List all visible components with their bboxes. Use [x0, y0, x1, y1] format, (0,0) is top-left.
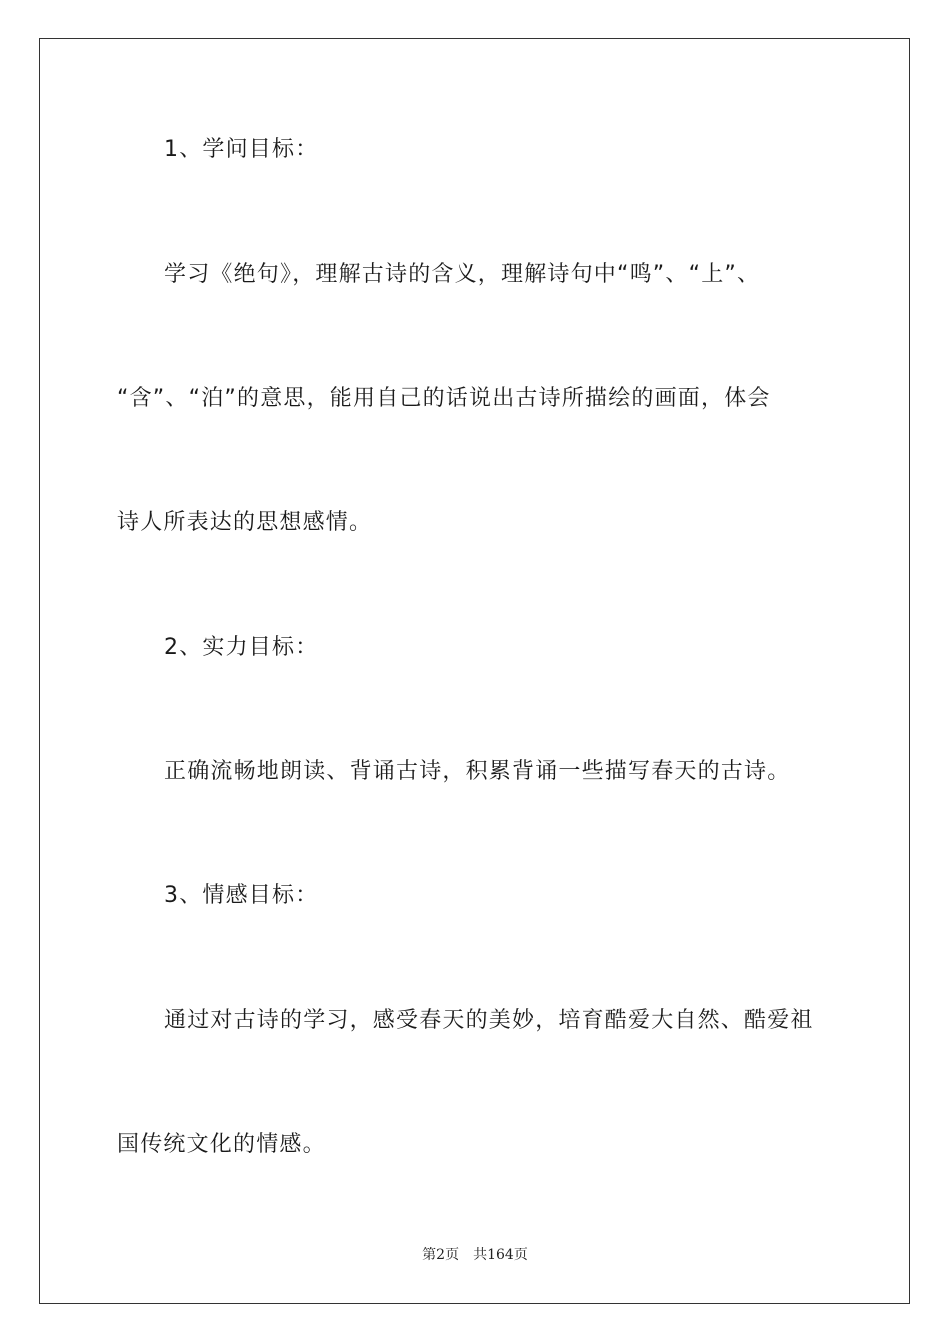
- paragraph-line: 通过对古诗的学习，感受春天的美妙，培育酷爱大自然、酷爱祖: [164, 1008, 814, 1033]
- heading-ability-goal: 2、实力目标：: [164, 635, 319, 660]
- paragraph-line: 正确流畅地朗读、背诵古诗，积累背诵一些描写春天的古诗。: [164, 759, 791, 784]
- heading-emotion-goal: 3、情感目标：: [164, 883, 319, 908]
- paragraph-line: 学习《绝句》，理解古诗的含义，理解诗句中“鸣”、“上”、: [164, 262, 761, 287]
- page-border: [39, 38, 910, 1304]
- paragraph-line: 诗人所表达的思想感情。: [117, 510, 373, 535]
- paragraph-line: 国传统文化的情感。: [117, 1132, 326, 1157]
- paragraph-line: “含”、“泊”的意思，能用自己的话说出古诗所描绘的画面，体会: [117, 386, 771, 411]
- heading-knowledge-goal: 1、学问目标：: [164, 137, 319, 162]
- page-number: 第2页: [422, 1247, 460, 1263]
- page-total: 共164页: [473, 1247, 528, 1263]
- page-footer: [0, 1245, 950, 1265]
